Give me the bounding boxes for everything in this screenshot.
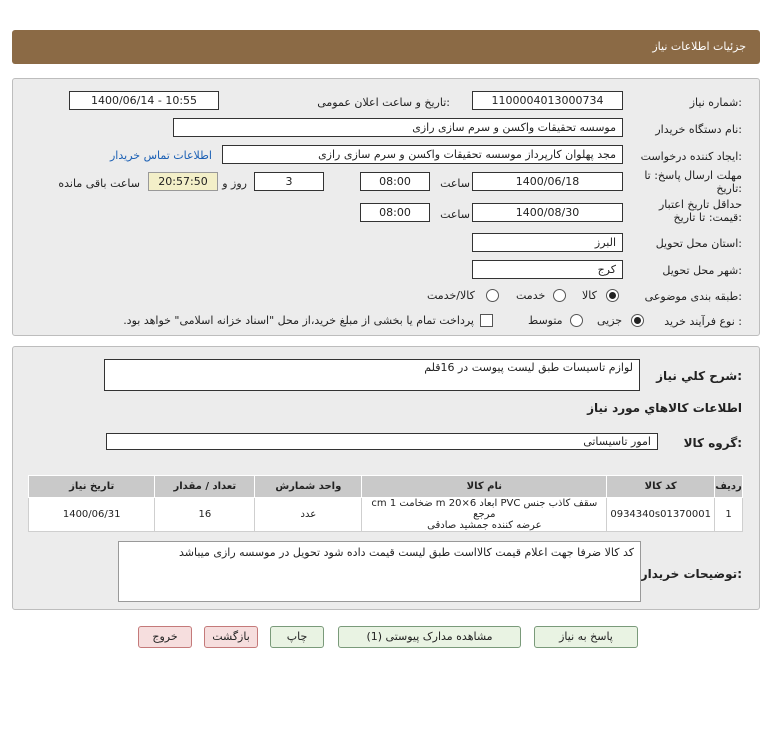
col-unit: واحد شمارش [255,476,362,498]
process-option-medium: متوسط [528,314,563,327]
reply-time-field: 08:00 [360,172,430,191]
province-label: استان محل تحویل: [655,237,742,250]
reply-deadline-label: مهلت ارسال پاسخ: تا تاریخ: [644,169,742,195]
goods-table-header [29,476,743,498]
goods-group-field: امور تاسیساتی [106,433,658,450]
col-code: کد کالا [607,476,715,498]
buyer-contact-link[interactable]: اطلاعات تماس خریدار [110,149,212,162]
need-number-label: شماره نیاز: [689,96,742,109]
remaining-label: ساعت باقی مانده [58,177,140,190]
category-radio-goods-service[interactable] [486,289,499,302]
table-row [29,498,743,532]
price-date-field: 1400/08/30 [472,203,623,222]
reply-time-label: ساعت [440,177,470,190]
cell-qty: 16 [155,498,255,532]
cell-name [362,498,607,532]
process-label: نوع فرآیند خرید : [664,315,742,328]
announce-field: 1400/06/14 - 10:55 [69,91,219,110]
buyer-org-label: نام دستگاه خریدار: [655,123,742,136]
days-label: روز و [222,177,247,190]
goods-info-heading: اطلاعات کالاهاي مورد نياز [587,401,742,415]
remaining-time-field: 20:57:50 [148,172,218,191]
category-radio-goods[interactable] [606,289,619,302]
treasury-payment-note: پرداخت تمام یا بخشی از مبلغ خرید،از محل "اسناد خزانه اسلامی" خواهد بود. [123,314,474,327]
category-option-goods: کالا [582,289,597,302]
cell-code: 0934340s01370001 [607,498,715,532]
cell-name-line2: عرضه کننده جمشید صادقی [427,520,542,531]
price-time-field: 08:00 [360,203,430,222]
cell-row: 1 [715,498,743,532]
col-row: ردیف [715,476,743,498]
price-time-label: ساعت [440,208,470,221]
col-qty: تعداد / مقدار [155,476,255,498]
announce-label: تاریخ و ساعت اعلان عمومی: [317,96,450,109]
cell-date: 1400/06/31 [29,498,155,532]
category-radio-service[interactable] [553,289,566,302]
summary-title-label: شرح کلي نياز: [656,369,742,383]
view-attachments-button[interactable]: مشاهده مدارک پیوستی (1) [338,626,521,648]
days-field: 3 [254,172,324,191]
cell-unit: عدد [255,498,362,532]
city-field: کرج [472,260,623,279]
buyer-notes-label: توضیحات خریدار: [640,567,742,581]
reply-to-need-button[interactable]: پاسخ به نیاز [534,626,638,648]
buyer-org-field: موسسه تحقیقات واکسن و سرم سازی رازی [173,118,623,137]
col-name: نام کالا [362,476,607,498]
process-radio-medium[interactable] [570,314,583,327]
need-number-field: 1100004013000734 [472,91,623,110]
city-label: شهر محل تحویل: [662,264,742,277]
requester-field: مجد پهلوان کارپرداز موسسه تحقیقات واکسن و سرم سازی رازی [222,145,623,164]
process-option-minor: جزیی [597,314,623,327]
goods-group-label: گروه کالا: [683,436,742,450]
page-title: جزئیات اطلاعات نیاز [652,40,746,53]
goods-table [28,475,743,532]
category-label: طبقه بندی موضوعی: [644,290,742,303]
exit-button[interactable]: خروج [138,626,192,648]
requester-label: ایجاد کننده درخواست: [640,150,742,163]
summary-title-field: لوازم تاسیسات طبق لیست پیوست در 16قلم [104,359,640,391]
col-date: تاریخ نیاز [29,476,155,498]
province-field: البرز [472,233,623,252]
process-radio-minor[interactable] [631,314,644,327]
page-header [12,30,760,64]
cell-name-line1: سقف کاذب جنس PVC ابعاد 6×20 m ضخامت 1 cm مرجع [371,498,598,520]
category-option-service: خدمت [516,289,546,302]
back-button[interactable]: بازگشت [204,626,258,648]
reply-date-field: 1400/06/18 [472,172,623,191]
print-button[interactable]: چاپ [270,626,324,648]
price-deadline-label: حداقل تاریخ اعتبار قیمت: تا تاریخ: [658,198,742,224]
category-option-goods-service: کالا/خدمت [427,289,475,302]
buyer-notes-field: کد کالا ضرفا جهت اعلام قیمت کالااست طبق لیست قیمت داده شود تحویل در موسسه رازی میباشد [118,541,641,602]
treasury-payment-checkbox[interactable] [480,314,493,327]
